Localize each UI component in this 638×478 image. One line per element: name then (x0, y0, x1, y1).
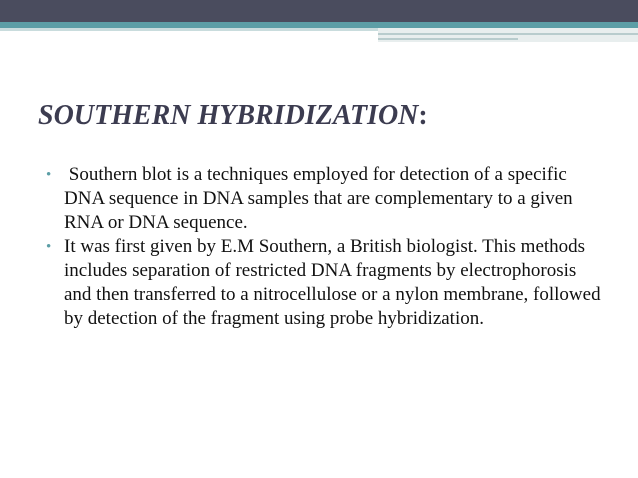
bullet-marker: • (46, 167, 52, 183)
header-light-line (0, 28, 378, 31)
bullet-item-2 (46, 235, 606, 331)
header-dark-band (0, 0, 638, 22)
header-right-stripe (378, 33, 638, 35)
slide-title-text: SOUTHERN HYBRIDIZATION (38, 100, 419, 131)
bullet-item-1 (46, 163, 606, 235)
bullet-marker: • (46, 239, 52, 255)
bullet-text-2: It was first given by E.M Southern, a British biologist. This methods includes separation of restricted DNA fragments by electrophorosis and then transferred to a nitrocellulose or a nylon membrane, followed by detection of the fragment using probe hybridization. (64, 236, 601, 329)
slide-title (38, 100, 428, 132)
bullet-text-1: Southern blot is a techniques employed for detection of a specific DNA sequence in DNA samples that are complementary to a given RNA or DNA sequence. (64, 164, 578, 233)
bullet-list (46, 163, 606, 331)
slide-title-colon: : (418, 100, 428, 131)
header-right-stripe-short (378, 38, 518, 40)
